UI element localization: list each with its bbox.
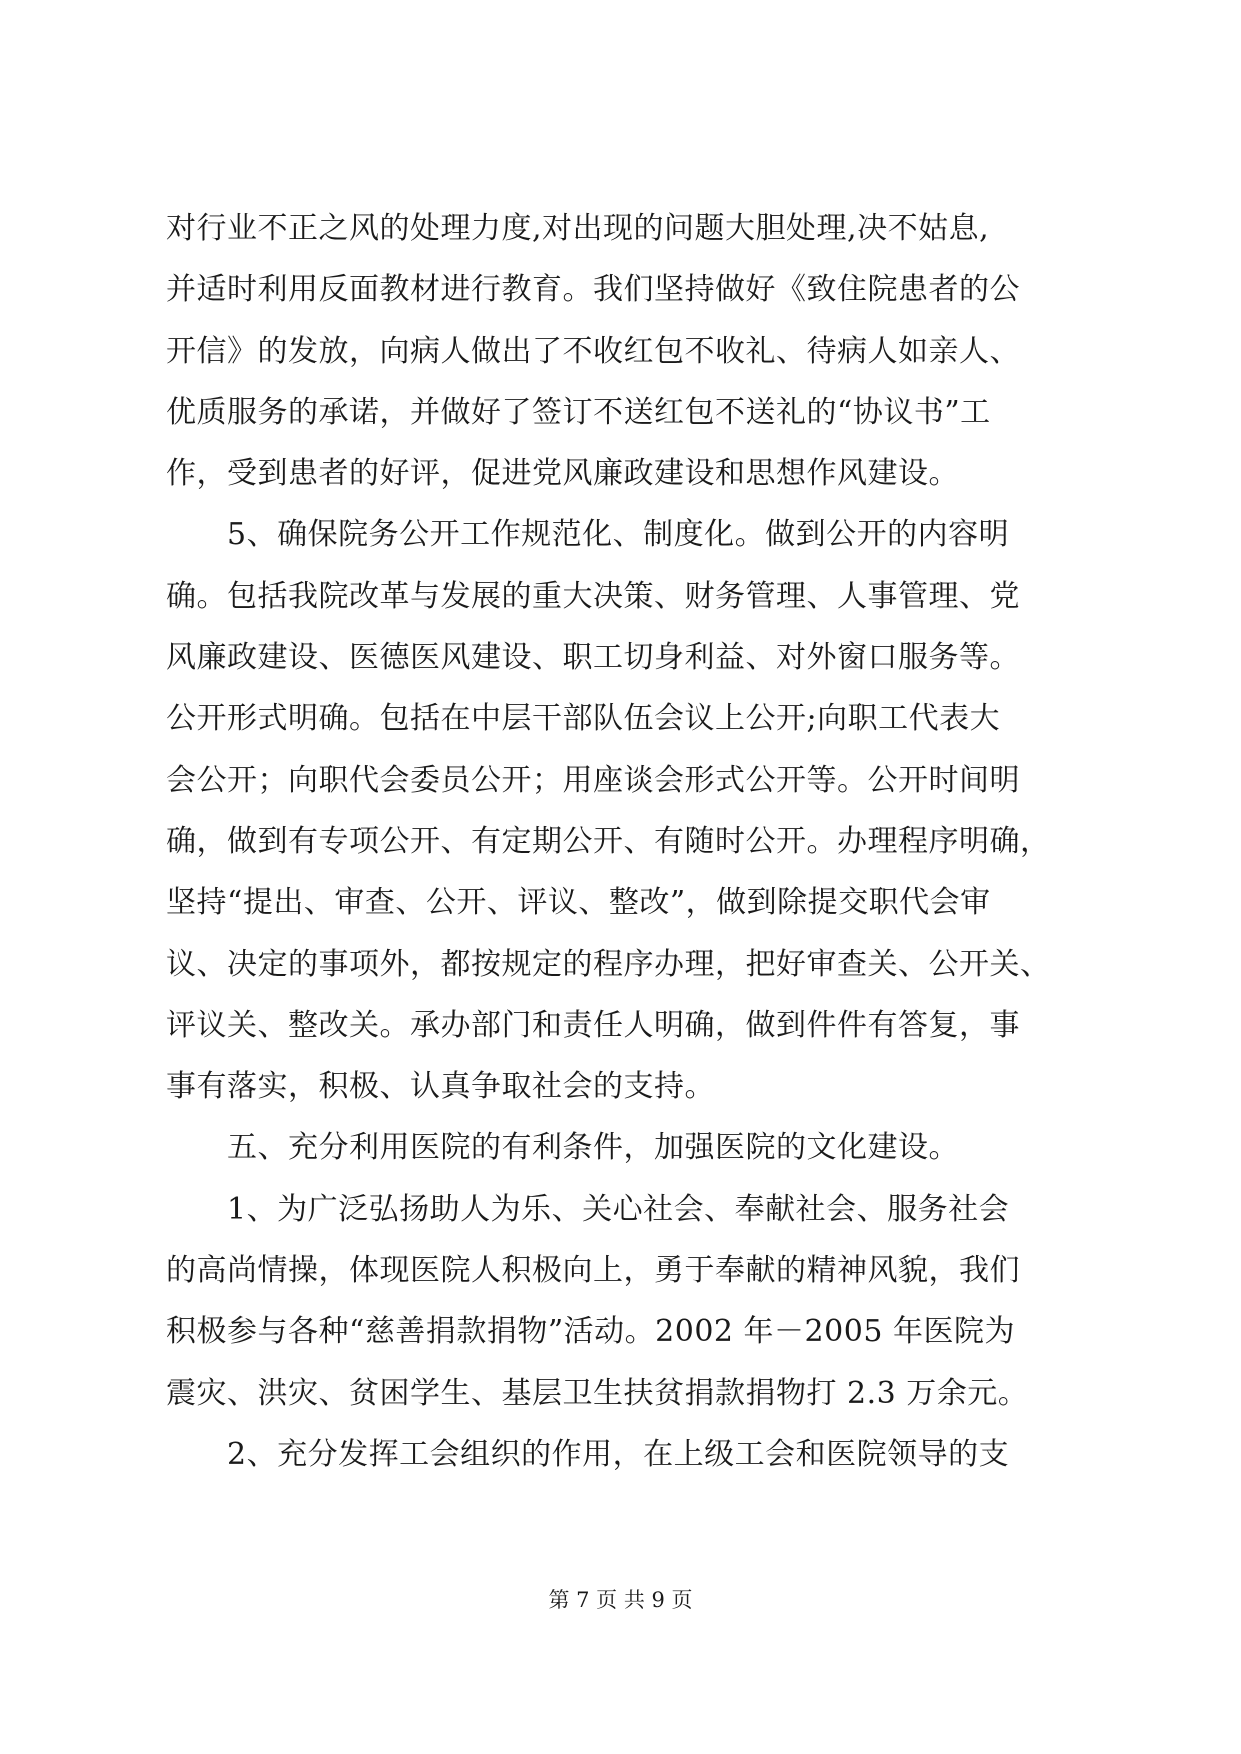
text-line: 的高尚情操，体现医院人积极向上，勇于奉献的精神风貌，我们 bbox=[166, 1253, 1020, 1289]
text-line: 积极参与各种“慈善捐款捐物”活动。2002 年－2005 年医院为 bbox=[166, 1314, 1015, 1350]
text-line: 优质服务的承诺，并做好了签订不送红包不送礼的“协议书”工 bbox=[166, 394, 991, 430]
text-line: 震灾、洪灾、贫困学生、基层卫生扶贫捐款捐物打 2.3 万余元。 bbox=[166, 1375, 1029, 1411]
text-line: 2、充分发挥工会组织的作用，在上级工会和医院领导的支 bbox=[166, 1436, 1010, 1472]
text-line: 议、决定的事项外，都按规定的程序办理，把好审查关、公开关、 bbox=[166, 946, 1051, 982]
text-line: 对行业不正之风的处理力度,对出现的问题大胆处理,决不姑息, bbox=[166, 211, 990, 246]
text-line: 公开形式明确。包括在中层干部队伍会议上公开;向职工代表大 bbox=[166, 701, 1001, 737]
document-body bbox=[166, 198, 1086, 1485]
text-line: 确，做到有专项公开、有定期公开、有随时公开。办理程序明确， bbox=[166, 823, 1051, 859]
text-line: 确。包括我院改革与发展的重大决策、财务管理、人事管理、党 bbox=[166, 578, 1020, 614]
text-line: 风廉政建设、医德医风建设、职工切身利益、对外窗口服务等。 bbox=[166, 640, 1020, 676]
text-line: 作，受到患者的好评，促进党风廉政建设和思想作风建设。 bbox=[166, 456, 959, 492]
text-line: 并适时利用反面教材进行教育。我们坚持做好《致住院患者的公 bbox=[166, 272, 1020, 308]
text-line: 会公开；向职代会委员公开；用座谈会形式公开等。公开时间明 bbox=[166, 762, 1020, 798]
text-line: 五、充分利用医院的有利条件，加强医院的文化建设。 bbox=[166, 1130, 959, 1166]
page-number-footer: 第 7 页 共 9 页 bbox=[548, 1588, 693, 1612]
text-line: 1、为广泛弘扬助人为乐、关心社会、奉献社会、服务社会 bbox=[166, 1191, 1010, 1227]
text-line: 评议关、整改关。承办部门和责任人明确，做到件件有答复，事 bbox=[166, 1007, 1020, 1043]
text-line: 坚持“提出、审查、公开、评议、整改”，做到除提交职代会审 bbox=[166, 885, 991, 921]
text-line: 事有落实，积极、认真争取社会的支持。 bbox=[166, 1069, 715, 1105]
text-line: 开信》的发放，向病人做出了不收红包不收礼、待病人如亲人、 bbox=[166, 333, 1020, 369]
text-line: 5、确保院务公开工作规范化、制度化。做到公开的内容明 bbox=[166, 517, 1010, 553]
